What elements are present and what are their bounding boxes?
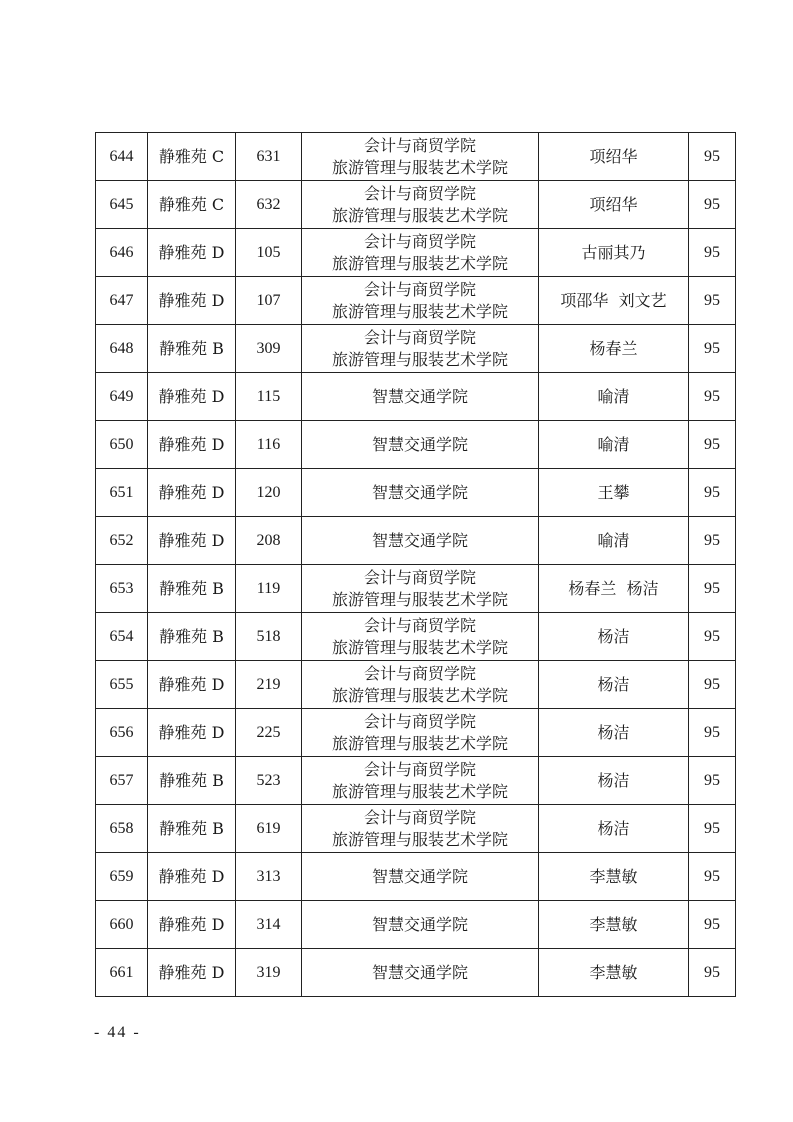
cell-college <box>302 709 539 757</box>
college-line: 智慧交通学院 <box>371 386 468 406</box>
table-row <box>96 373 736 421</box>
cell-building: 静雅苑 B <box>148 805 236 853</box>
college-line: 旅游管理与服装艺术学院 <box>331 205 508 225</box>
table-row <box>96 709 736 757</box>
cell-score: 95 <box>689 949 736 997</box>
cell-no: 651 <box>96 469 148 517</box>
cell-teacher: 古丽其乃 <box>539 229 689 277</box>
college-line: 会计与商贸学院 <box>363 663 476 683</box>
cell-room: 619 <box>236 805 302 853</box>
dorm-score-table <box>95 132 736 997</box>
college-line: 旅游管理与服装艺术学院 <box>331 253 508 273</box>
cell-no: 653 <box>96 565 148 613</box>
table-row <box>96 229 736 277</box>
cell-room: 631 <box>236 133 302 181</box>
college-line: 旅游管理与服装艺术学院 <box>331 733 508 753</box>
cell-college <box>302 373 539 421</box>
cell-building: 静雅苑 D <box>148 421 236 469</box>
college-line: 旅游管理与服装艺术学院 <box>331 301 508 321</box>
cell-building: 静雅苑 B <box>148 565 236 613</box>
cell-room: 107 <box>236 277 302 325</box>
cell-teacher: 项绍华 <box>539 181 689 229</box>
cell-score: 95 <box>689 181 736 229</box>
cell-teacher: 杨洁 <box>539 805 689 853</box>
cell-teacher: 项邵华 刘文艺 <box>539 277 689 325</box>
college-line: 会计与商贸学院 <box>363 135 476 155</box>
cell-teacher: 杨洁 <box>539 757 689 805</box>
cell-building: 静雅苑 D <box>148 853 236 901</box>
cell-building: 静雅苑 D <box>148 373 236 421</box>
cell-score: 95 <box>689 901 736 949</box>
college-line: 智慧交通学院 <box>371 962 468 982</box>
cell-score: 95 <box>689 469 736 517</box>
cell-college <box>302 901 539 949</box>
cell-score: 95 <box>689 613 736 661</box>
cell-no: 657 <box>96 757 148 805</box>
college-line: 智慧交通学院 <box>371 866 468 886</box>
college-line: 旅游管理与服装艺术学院 <box>331 589 508 609</box>
table-row <box>96 757 736 805</box>
cell-college <box>302 277 539 325</box>
cell-room: 314 <box>236 901 302 949</box>
cell-teacher: 喻清 <box>539 373 689 421</box>
college-line: 会计与商贸学院 <box>363 615 476 635</box>
cell-no: 649 <box>96 373 148 421</box>
college-line: 旅游管理与服装艺术学院 <box>331 685 508 705</box>
cell-no: 656 <box>96 709 148 757</box>
cell-college <box>302 229 539 277</box>
college-line: 会计与商贸学院 <box>363 759 476 779</box>
college-line: 会计与商贸学院 <box>363 279 476 299</box>
college-line: 会计与商贸学院 <box>363 327 476 347</box>
cell-building: 静雅苑 D <box>148 517 236 565</box>
table-row <box>96 613 736 661</box>
cell-room: 309 <box>236 325 302 373</box>
cell-teacher: 李慧敏 <box>539 949 689 997</box>
college-line: 旅游管理与服装艺术学院 <box>331 157 508 177</box>
table-row <box>96 853 736 901</box>
college-line: 会计与商贸学院 <box>363 711 476 731</box>
cell-teacher: 李慧敏 <box>539 853 689 901</box>
cell-no: 661 <box>96 949 148 997</box>
cell-college <box>302 757 539 805</box>
cell-building: 静雅苑 D <box>148 901 236 949</box>
cell-college <box>302 949 539 997</box>
college-line: 旅游管理与服装艺术学院 <box>331 829 508 849</box>
cell-score: 95 <box>689 709 736 757</box>
cell-room: 208 <box>236 517 302 565</box>
cell-teacher: 杨洁 <box>539 661 689 709</box>
cell-teacher: 杨洁 <box>539 709 689 757</box>
table-body <box>96 133 736 997</box>
cell-score: 95 <box>689 421 736 469</box>
cell-college <box>302 565 539 613</box>
cell-college <box>302 421 539 469</box>
cell-no: 650 <box>96 421 148 469</box>
cell-college <box>302 181 539 229</box>
cell-score: 95 <box>689 373 736 421</box>
cell-room: 115 <box>236 373 302 421</box>
cell-score: 95 <box>689 133 736 181</box>
table-row <box>96 901 736 949</box>
cell-no: 658 <box>96 805 148 853</box>
cell-room: 518 <box>236 613 302 661</box>
cell-room: 523 <box>236 757 302 805</box>
table-row <box>96 181 736 229</box>
cell-no: 660 <box>96 901 148 949</box>
cell-teacher: 杨春兰 <box>539 325 689 373</box>
college-line: 旅游管理与服装艺术学院 <box>331 349 508 369</box>
cell-score: 95 <box>689 277 736 325</box>
college-line: 会计与商贸学院 <box>363 567 476 587</box>
table-row <box>96 565 736 613</box>
cell-room: 120 <box>236 469 302 517</box>
cell-building: 静雅苑 B <box>148 325 236 373</box>
cell-college <box>302 325 539 373</box>
cell-score: 95 <box>689 517 736 565</box>
cell-college <box>302 469 539 517</box>
cell-building: 静雅苑 C <box>148 181 236 229</box>
table-row <box>96 325 736 373</box>
cell-college <box>302 517 539 565</box>
cell-score: 95 <box>689 805 736 853</box>
cell-teacher: 项绍华 <box>539 133 689 181</box>
cell-building: 静雅苑 B <box>148 757 236 805</box>
cell-teacher: 李慧敏 <box>539 901 689 949</box>
table-row <box>96 421 736 469</box>
cell-no: 655 <box>96 661 148 709</box>
college-line: 会计与商贸学院 <box>363 807 476 827</box>
cell-room: 632 <box>236 181 302 229</box>
cell-college <box>302 805 539 853</box>
cell-teacher: 喻清 <box>539 421 689 469</box>
cell-teacher: 杨春兰 杨洁 <box>539 565 689 613</box>
cell-room: 119 <box>236 565 302 613</box>
cell-no: 652 <box>96 517 148 565</box>
college-line: 智慧交通学院 <box>371 434 468 454</box>
cell-score: 95 <box>689 853 736 901</box>
cell-building: 静雅苑 D <box>148 277 236 325</box>
college-line: 旅游管理与服装艺术学院 <box>331 637 508 657</box>
cell-teacher: 杨洁 <box>539 613 689 661</box>
cell-score: 95 <box>689 325 736 373</box>
cell-building: 静雅苑 D <box>148 469 236 517</box>
table-row <box>96 949 736 997</box>
cell-teacher: 喻清 <box>539 517 689 565</box>
cell-no: 646 <box>96 229 148 277</box>
cell-college <box>302 613 539 661</box>
page-number: - 44 - <box>94 1024 141 1041</box>
college-line: 智慧交通学院 <box>371 482 468 502</box>
cell-college <box>302 133 539 181</box>
cell-room: 313 <box>236 853 302 901</box>
cell-college <box>302 661 539 709</box>
cell-college <box>302 853 539 901</box>
cell-building: 静雅苑 D <box>148 229 236 277</box>
cell-room: 105 <box>236 229 302 277</box>
cell-building: 静雅苑 D <box>148 709 236 757</box>
table-row <box>96 805 736 853</box>
cell-building: 静雅苑 D <box>148 661 236 709</box>
table-row <box>96 277 736 325</box>
college-line: 会计与商贸学院 <box>363 183 476 203</box>
cell-no: 647 <box>96 277 148 325</box>
cell-room: 116 <box>236 421 302 469</box>
cell-teacher: 王攀 <box>539 469 689 517</box>
table-row <box>96 133 736 181</box>
cell-score: 95 <box>689 229 736 277</box>
college-line: 旅游管理与服装艺术学院 <box>331 781 508 801</box>
cell-building: 静雅苑 D <box>148 949 236 997</box>
cell-room: 219 <box>236 661 302 709</box>
cell-room: 225 <box>236 709 302 757</box>
cell-no: 648 <box>96 325 148 373</box>
table-row <box>96 517 736 565</box>
cell-no: 644 <box>96 133 148 181</box>
college-line: 智慧交通学院 <box>371 530 468 550</box>
table-row <box>96 469 736 517</box>
cell-building: 静雅苑 B <box>148 613 236 661</box>
cell-building: 静雅苑 C <box>148 133 236 181</box>
table-row <box>96 661 736 709</box>
cell-score: 95 <box>689 757 736 805</box>
cell-no: 659 <box>96 853 148 901</box>
cell-no: 654 <box>96 613 148 661</box>
cell-room: 319 <box>236 949 302 997</box>
college-line: 智慧交通学院 <box>371 914 468 934</box>
cell-no: 645 <box>96 181 148 229</box>
college-line: 会计与商贸学院 <box>363 231 476 251</box>
cell-score: 95 <box>689 661 736 709</box>
cell-score: 95 <box>689 565 736 613</box>
